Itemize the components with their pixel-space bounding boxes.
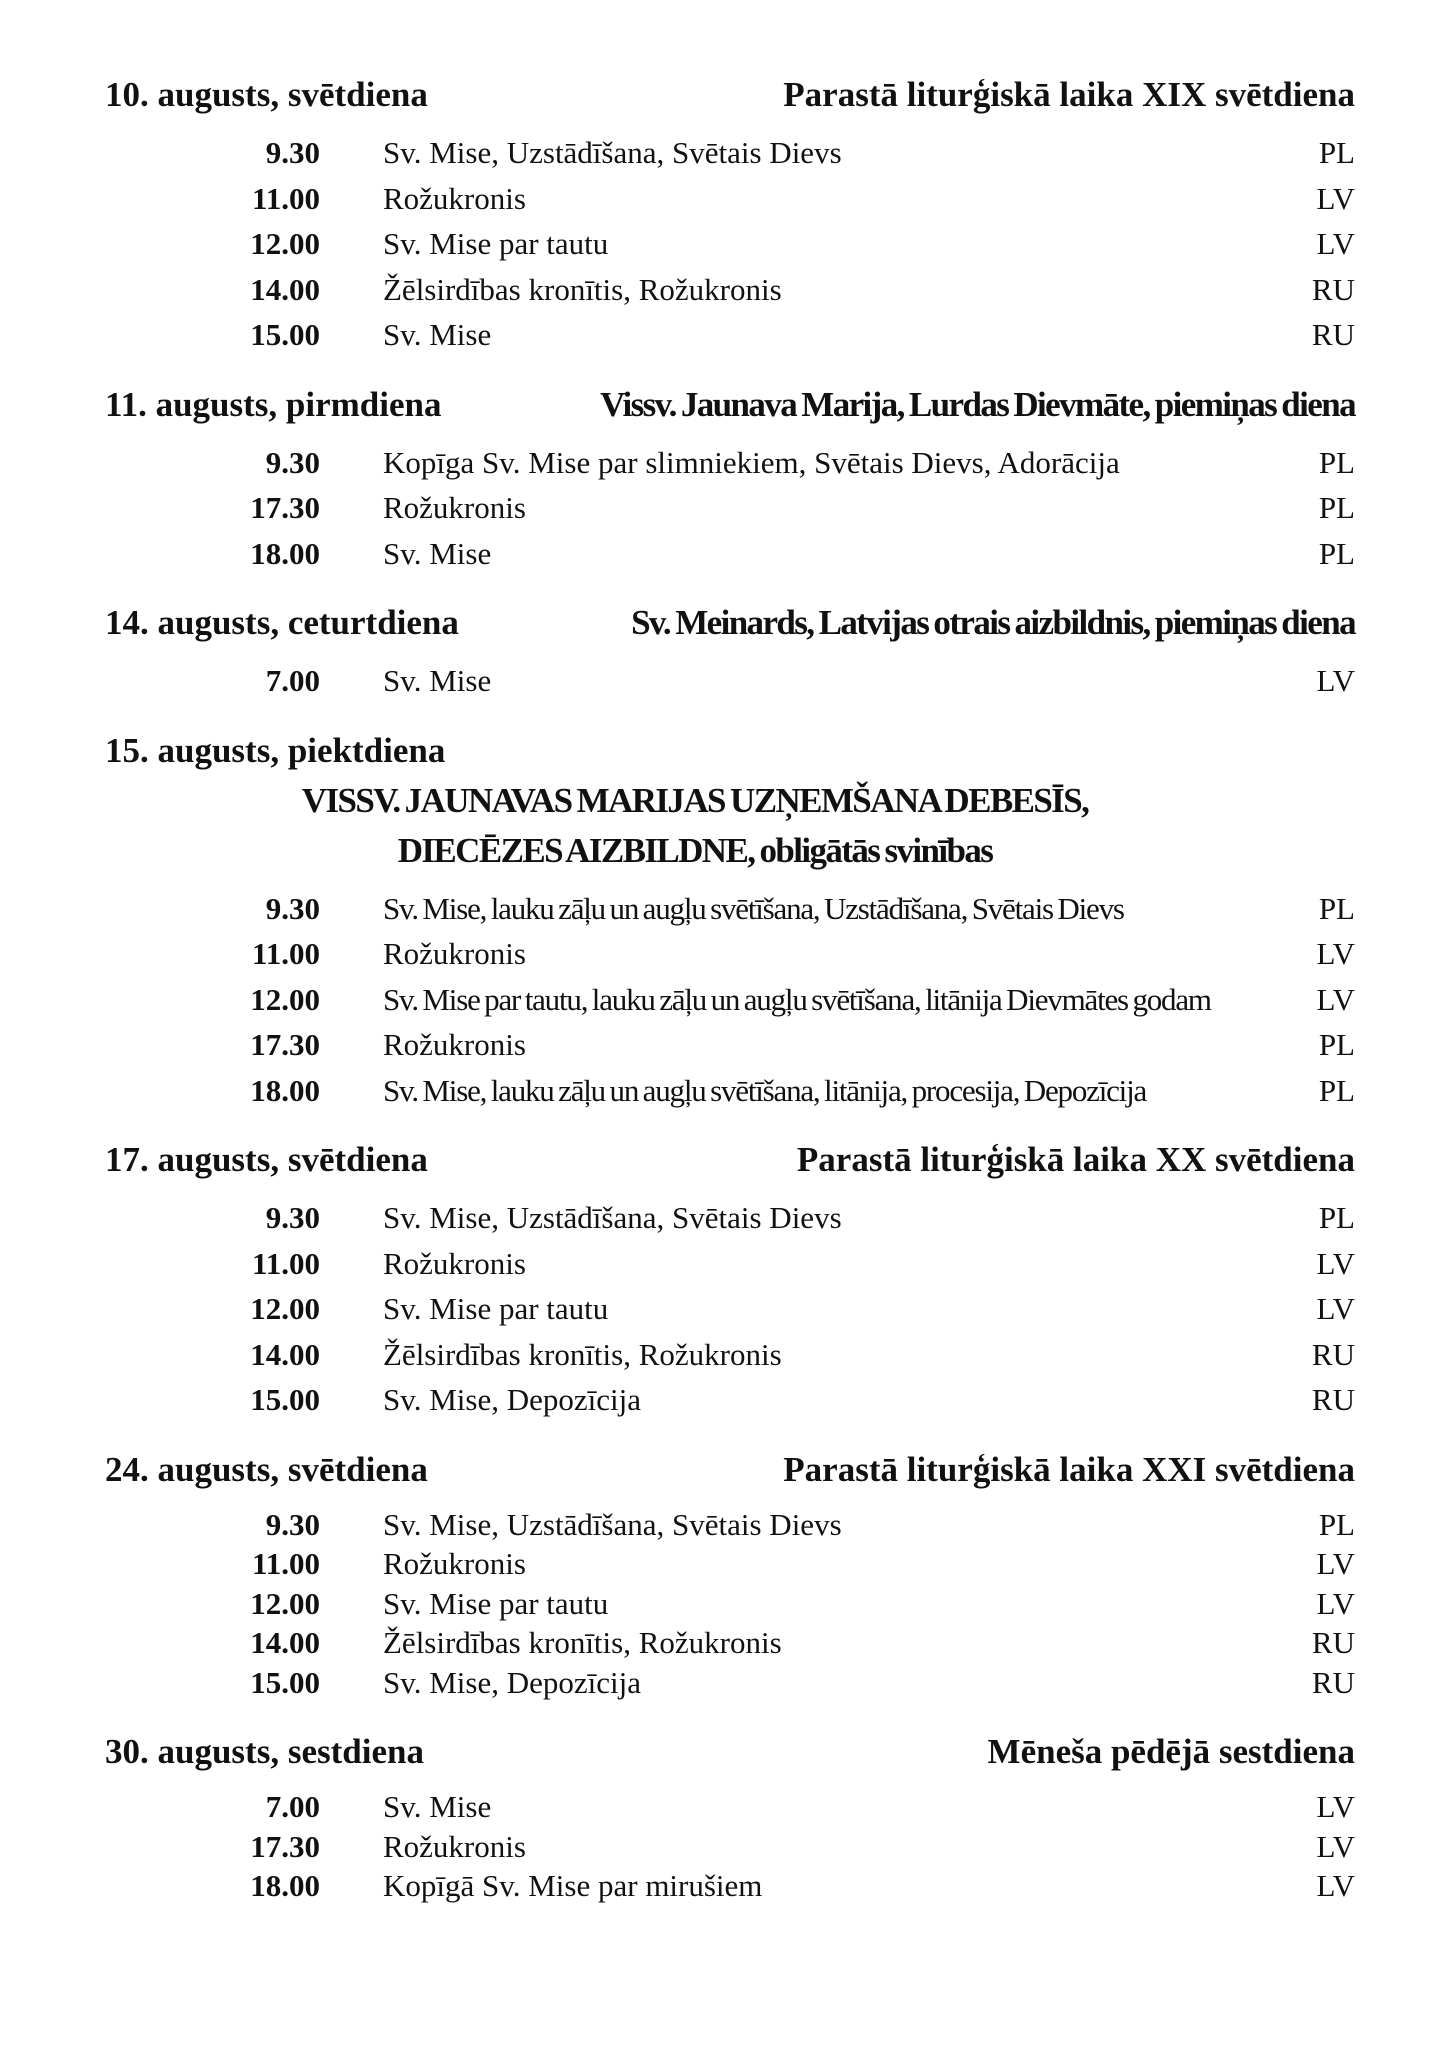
event-description: Rožukronis (383, 490, 526, 525)
day-feast: Sv. Meinards, Latvijas otrais aizbildnis, piemiņas diena (631, 603, 1355, 642)
day-header (105, 726, 1355, 776)
day-block (105, 598, 1355, 704)
event-row (105, 1827, 1355, 1867)
event-row (105, 1584, 1355, 1624)
event-language: LV (1316, 981, 1355, 1017)
event-time: 18.00 (250, 1072, 320, 1108)
event-time: 14.00 (250, 1336, 320, 1372)
day-feast: Mēneša pēdējā sestdiena (987, 1732, 1355, 1771)
day-feast-line-1: VISSV. JAUNAVAS MARIJAS UZŅEMŠANA DEBESĪS, (301, 780, 1089, 820)
event-row (105, 130, 1355, 176)
event-time: 15.00 (250, 1382, 320, 1417)
event-row (105, 221, 1355, 267)
event-language: LV (1316, 1546, 1355, 1581)
event-description: Sv. Mise par tautu (383, 226, 609, 261)
day-header (105, 380, 1355, 430)
event-time: 12.00 (250, 981, 320, 1017)
event-row (105, 1544, 1355, 1584)
event-language: LV (1316, 226, 1355, 261)
event-description: Sv. Mise, Depozīcija (383, 1382, 641, 1417)
event-description: Rožukronis (383, 1828, 526, 1864)
event-row (105, 658, 1355, 704)
event-description: Sv. Mise (383, 535, 492, 571)
event-row (105, 176, 1355, 222)
event-row (105, 485, 1355, 531)
event-time: 17.30 (250, 1027, 320, 1062)
event-description: Sv. Mise par tautu (383, 1291, 609, 1326)
event-language: RU (1311, 317, 1355, 352)
event-description: Sv. Mise, Uzstādīšana, Svētais Dievs (383, 135, 842, 170)
event-language: PL (1318, 1200, 1355, 1235)
event-row (105, 312, 1355, 358)
event-description: Kopīga Sv. Mise par slimniekiem, Svētais Dievs, Adorācija (383, 444, 1120, 480)
event-language: PL (1318, 444, 1355, 480)
event-time: 15.00 (250, 317, 320, 352)
event-description: Sv. Mise par tautu (383, 1585, 609, 1621)
event-row (105, 1623, 1355, 1663)
event-list (105, 440, 1355, 577)
event-time: 11.00 (251, 1245, 320, 1281)
event-row (105, 1022, 1355, 1068)
event-time: 11.00 (251, 180, 320, 216)
event-time: 12.00 (250, 1291, 320, 1326)
event-description: Sv. Mise (383, 1789, 492, 1824)
event-row (105, 1332, 1355, 1378)
event-list (105, 1505, 1355, 1703)
day-feast-line-2: DIECĒZES AIZBILDNE, obligātās svinības (397, 830, 993, 870)
event-description: Žēlsirdības kronītis, Rožukronis (383, 1336, 782, 1372)
event-description: Sv. Mise (383, 317, 492, 352)
event-time: 17.30 (250, 490, 320, 525)
event-description: Rožukronis (383, 1546, 526, 1581)
event-row (105, 267, 1355, 313)
event-language: LV (1316, 1828, 1355, 1864)
event-description: Žēlsirdības kronītis, Rožukronis (383, 271, 782, 307)
event-language: PL (1318, 490, 1355, 525)
day-date: 11. augusts, pirmdiena (105, 384, 442, 424)
event-row (105, 531, 1355, 577)
event-description: Rožukronis (383, 1027, 526, 1062)
day-header (105, 1135, 1355, 1185)
event-time: 9.30 (265, 135, 320, 170)
event-row (105, 1068, 1355, 1114)
event-time: 9.30 (265, 1506, 320, 1542)
event-language: LV (1316, 1789, 1355, 1824)
event-row (105, 977, 1355, 1023)
event-row (105, 1866, 1355, 1906)
event-language: PL (1318, 1072, 1355, 1108)
day-date: 24. augusts, svētdiena (105, 1449, 428, 1489)
event-row (105, 440, 1355, 486)
event-list (105, 1195, 1355, 1423)
event-description: Sv. Mise (383, 663, 492, 698)
event-row (105, 1195, 1355, 1241)
day-feast: Vissv. Jaunava Marija, Lurdas Dievmāte, piemiņas diena (600, 384, 1355, 424)
event-time: 18.00 (250, 1868, 320, 1903)
day-block (105, 70, 1355, 358)
event-description: Sv. Mise, Depozīcija (383, 1664, 641, 1700)
event-language: LV (1316, 1291, 1355, 1326)
day-header (105, 1445, 1355, 1495)
day-block (105, 380, 1355, 577)
event-language: RU (1311, 271, 1355, 307)
event-language: PL (1318, 1027, 1355, 1062)
event-row (105, 1241, 1355, 1287)
event-language: RU (1311, 1625, 1355, 1660)
event-row (105, 1377, 1355, 1423)
event-time: 12.00 (250, 1585, 320, 1621)
event-row (105, 1286, 1355, 1332)
day-feast: Parastā liturģiskā laika XX svētdiena (796, 1140, 1355, 1179)
event-row (105, 1663, 1355, 1703)
day-date: 30. augusts, sestdiena (105, 1732, 424, 1771)
event-time: 15.00 (250, 1664, 320, 1700)
event-description: Rožukronis (383, 936, 526, 971)
day-date: 14. augusts, ceturtdiena (105, 603, 459, 642)
event-language: LV (1316, 1245, 1355, 1281)
event-time: 17.30 (250, 1828, 320, 1864)
event-row (105, 886, 1355, 932)
mass-schedule (105, 70, 1355, 1906)
day-block (105, 1727, 1355, 1906)
event-language: PL (1318, 535, 1355, 571)
event-time: 14.00 (250, 1625, 320, 1660)
event-list (105, 658, 1355, 704)
event-language: LV (1316, 180, 1355, 216)
event-language: PL (1318, 135, 1355, 170)
event-language: RU (1311, 1336, 1355, 1372)
event-description: Rožukronis (383, 1245, 526, 1281)
day-block (105, 726, 1355, 1114)
day-header (105, 70, 1355, 120)
event-description: Rožukronis (383, 180, 526, 216)
event-time: 12.00 (250, 226, 320, 261)
event-language: RU (1311, 1664, 1355, 1700)
event-time: 11.00 (251, 1546, 320, 1581)
event-language: LV (1316, 1585, 1355, 1621)
day-date: 15. augusts, piektdiena (105, 730, 446, 770)
event-language: LV (1316, 663, 1355, 698)
event-row (105, 931, 1355, 977)
event-time: 9.30 (265, 1200, 320, 1235)
event-time: 7.00 (265, 1789, 320, 1824)
event-description: Sv. Mise, lauku zāļu un augļu svētīšana, Uzstādīšana, Svētais Dievs (383, 890, 1124, 926)
event-list (105, 130, 1355, 358)
day-date: 10. augusts, svētdiena (105, 75, 428, 114)
day-header (105, 1727, 1355, 1777)
event-time: 11.00 (251, 936, 320, 971)
event-description: Sv. Mise, Uzstādīšana, Svētais Dievs (383, 1200, 842, 1235)
event-description: Kopīgā Sv. Mise par mirušiem (383, 1868, 763, 1903)
day-feast: Parastā liturģiskā laika XXI svētdiena (783, 1449, 1355, 1489)
event-row (105, 1787, 1355, 1827)
day-feast: Parastā liturģiskā laika XIX svētdiena (783, 75, 1355, 114)
event-time: 9.30 (265, 444, 320, 480)
day-header (105, 598, 1355, 648)
event-time: 14.00 (250, 271, 320, 307)
event-description: Sv. Mise, lauku zāļu un augļu svētīšana, litānija, procesija, Depozīcija (383, 1072, 1147, 1108)
day-date: 17. augusts, svētdiena (105, 1140, 428, 1179)
event-row (105, 1505, 1355, 1545)
event-list (105, 1787, 1355, 1906)
event-time: 7.00 (265, 663, 320, 698)
event-list (105, 886, 1355, 1114)
event-description: Žēlsirdības kronītis, Rožukronis (383, 1625, 782, 1660)
event-language: RU (1311, 1382, 1355, 1417)
event-description: Sv. Mise par tautu, lauku zāļu un augļu svētīšana, litānija Dievmātes godam (383, 981, 1211, 1017)
event-language: LV (1316, 1868, 1355, 1903)
event-time: 18.00 (250, 535, 320, 571)
day-block (105, 1135, 1355, 1423)
day-block (105, 1445, 1355, 1703)
event-language: PL (1318, 1506, 1355, 1542)
event-language: LV (1316, 936, 1355, 971)
event-description: Sv. Mise, Uzstādīšana, Svētais Dievs (383, 1506, 842, 1542)
event-time: 9.30 (265, 890, 320, 926)
event-language: PL (1318, 890, 1355, 926)
